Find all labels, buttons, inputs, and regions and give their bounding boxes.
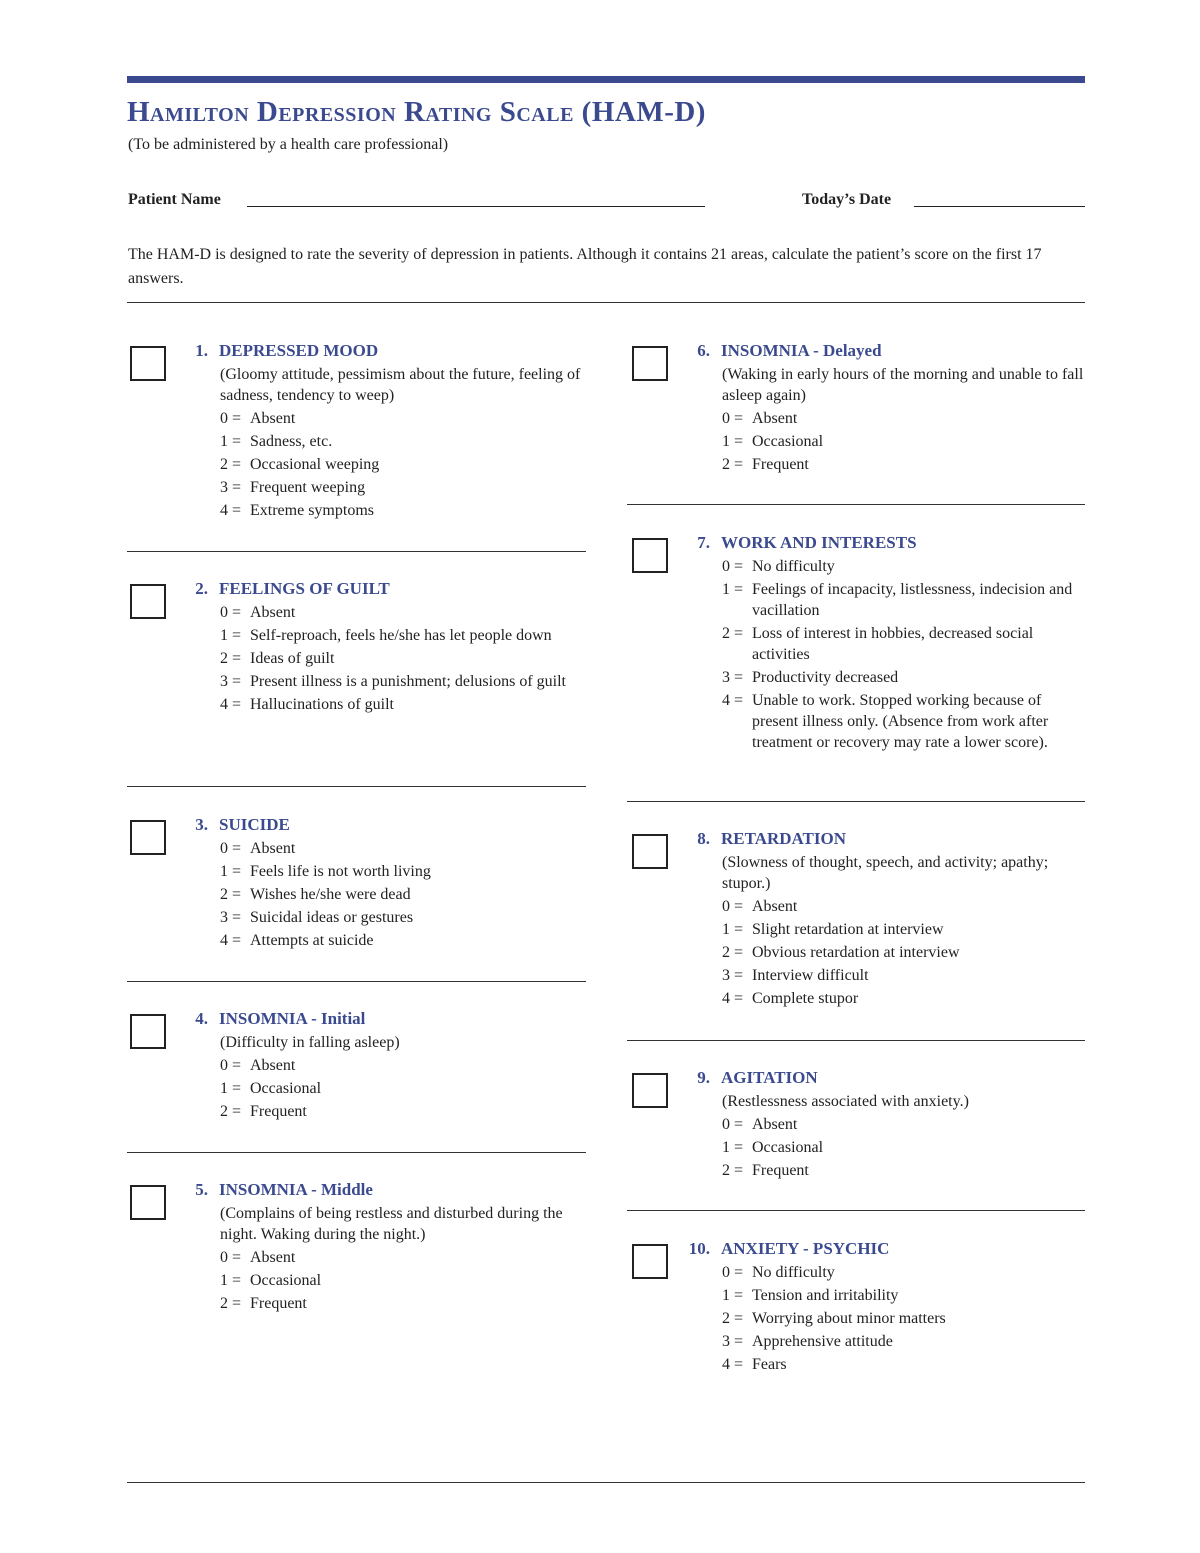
score-option bbox=[722, 896, 1092, 917]
score-value: 0 = bbox=[220, 840, 242, 857]
score-value: 0 = bbox=[220, 410, 242, 427]
item-checkbox[interactable] bbox=[632, 538, 668, 573]
score-description: Complete stupor bbox=[752, 990, 859, 1007]
item-number: 6. bbox=[697, 341, 710, 360]
top-accent-bar bbox=[127, 76, 1085, 83]
score-option bbox=[722, 579, 1090, 621]
score-option bbox=[722, 1137, 1092, 1158]
item-divider bbox=[627, 504, 1085, 505]
item-checkbox[interactable] bbox=[632, 1073, 668, 1108]
score-option bbox=[220, 1078, 590, 1099]
item-divider bbox=[627, 1210, 1085, 1211]
item-description: (Restlessness associated with anxiety.) bbox=[722, 1093, 969, 1110]
score-option bbox=[722, 623, 1090, 665]
item-body bbox=[220, 1032, 590, 1124]
score-option bbox=[220, 408, 590, 429]
item-description: (Complains of being restless and disturbed during the night. Waking during the night.) bbox=[220, 1205, 563, 1243]
score-value: 2 = bbox=[722, 625, 744, 642]
score-option bbox=[220, 1247, 590, 1268]
score-option bbox=[722, 556, 1090, 577]
score-value: 1 = bbox=[722, 1287, 744, 1304]
score-option bbox=[722, 690, 1090, 753]
score-description: Tension and irritability bbox=[752, 1287, 899, 1304]
score-value: 1 = bbox=[220, 627, 242, 644]
score-option bbox=[722, 454, 1092, 475]
item-number: 4. bbox=[195, 1009, 208, 1028]
score-option bbox=[722, 408, 1092, 429]
item-checkbox[interactable] bbox=[632, 346, 668, 381]
score-description: Frequent bbox=[250, 1103, 307, 1120]
score-description: Absent bbox=[250, 410, 296, 427]
score-description: Wishes he/she were dead bbox=[250, 886, 411, 903]
score-description: Absent bbox=[250, 1249, 296, 1266]
score-description: Absent bbox=[250, 1057, 296, 1074]
score-value: 1 = bbox=[220, 1272, 242, 1289]
score-description: Unable to work. Stopped working because of present illness only. (Absence from work after treatment or recovery may rate a lower score). bbox=[752, 692, 1049, 751]
score-option bbox=[220, 694, 588, 715]
todays-date-field[interactable] bbox=[914, 206, 1085, 207]
score-option bbox=[220, 861, 588, 882]
item-checkbox[interactable] bbox=[130, 346, 166, 381]
score-description: Absent bbox=[752, 410, 798, 427]
item-divider bbox=[127, 551, 586, 552]
score-value: 3 = bbox=[220, 673, 242, 690]
item-checkbox[interactable] bbox=[130, 1014, 166, 1049]
score-option bbox=[722, 1160, 1092, 1181]
score-option bbox=[220, 500, 590, 521]
item-number: 1. bbox=[195, 341, 208, 360]
score-value: 2 = bbox=[220, 456, 242, 473]
item-divider bbox=[127, 1152, 586, 1153]
header-divider bbox=[127, 302, 1085, 303]
item-description: (Waking in early hours of the morning and unable to fall asleep again) bbox=[722, 366, 1084, 404]
item-body bbox=[220, 1203, 590, 1316]
score-option bbox=[722, 1308, 1090, 1329]
score-value: 4 = bbox=[722, 990, 744, 1007]
score-value: 2 = bbox=[220, 1295, 242, 1312]
score-option bbox=[220, 1101, 590, 1122]
score-description: Interview difficult bbox=[752, 967, 869, 984]
score-description: Hallucinations of guilt bbox=[250, 696, 394, 713]
score-description: Occasional bbox=[250, 1272, 322, 1289]
score-value: 0 = bbox=[220, 1249, 242, 1266]
score-value: 3 = bbox=[722, 967, 744, 984]
score-option bbox=[220, 477, 590, 498]
score-description: Frequent bbox=[250, 1295, 307, 1312]
item-title: INSOMNIA - Delayed bbox=[721, 341, 882, 360]
item-divider bbox=[127, 786, 586, 787]
score-option bbox=[220, 838, 588, 859]
item-title: AGITATION bbox=[721, 1068, 818, 1087]
todays-date-label: Today’s Date bbox=[802, 191, 892, 208]
score-description: Frequent bbox=[752, 1162, 809, 1179]
score-option bbox=[722, 1262, 1090, 1283]
score-value: 0 = bbox=[220, 604, 242, 621]
score-description: Absent bbox=[250, 840, 296, 857]
item-number: 8. bbox=[697, 829, 710, 848]
item-number: 3. bbox=[195, 815, 208, 834]
score-description: Self-reproach, feels he/she has let people down bbox=[250, 627, 552, 644]
item-description: (Slowness of thought, speech, and activity; apathy; stupor.) bbox=[722, 854, 1049, 892]
item-title: WORK AND INTERESTS bbox=[721, 533, 917, 552]
score-option bbox=[722, 1285, 1090, 1306]
score-description: No difficulty bbox=[752, 558, 835, 575]
item-title: INSOMNIA - Initial bbox=[219, 1009, 366, 1028]
score-value: 2 = bbox=[722, 1310, 744, 1327]
score-option bbox=[220, 930, 588, 951]
item-description: (Difficulty in falling asleep) bbox=[220, 1034, 400, 1051]
item-divider bbox=[127, 981, 586, 982]
score-description: Frequent weeping bbox=[250, 479, 366, 496]
item-body bbox=[220, 364, 590, 523]
item-number: 5. bbox=[195, 1180, 208, 1199]
score-option bbox=[220, 648, 588, 669]
score-description: Absent bbox=[250, 604, 296, 621]
score-value: 2 = bbox=[220, 886, 242, 903]
score-option bbox=[220, 1270, 590, 1291]
score-description: Absent bbox=[752, 1116, 798, 1133]
score-description: Suicidal ideas or gestures bbox=[250, 909, 414, 926]
score-value: 4 = bbox=[722, 1356, 744, 1373]
item-title: RETARDATION bbox=[721, 829, 846, 848]
score-value: 4 = bbox=[722, 692, 744, 709]
item-divider bbox=[627, 801, 1085, 802]
item-number: 9. bbox=[697, 1068, 710, 1087]
score-value: 0 = bbox=[722, 1116, 744, 1133]
score-option bbox=[220, 1293, 590, 1314]
score-option bbox=[722, 431, 1092, 452]
score-option bbox=[722, 988, 1092, 1009]
score-description: Slight retardation at interview bbox=[752, 921, 944, 938]
score-option bbox=[220, 884, 588, 905]
score-description: Worrying about minor matters bbox=[752, 1310, 946, 1327]
score-value: 1 = bbox=[722, 921, 744, 938]
item-body bbox=[722, 1091, 1092, 1183]
score-value: 3 = bbox=[220, 909, 242, 926]
item-description: (Gloomy attitude, pessimism about the future, feeling of sadness, tendency to weep) bbox=[220, 366, 581, 404]
score-value: 1 = bbox=[220, 863, 242, 880]
item-body bbox=[220, 602, 588, 717]
score-option bbox=[220, 602, 588, 623]
score-option bbox=[220, 1055, 590, 1076]
score-value: 0 = bbox=[722, 1264, 744, 1281]
score-value: 4 = bbox=[220, 502, 242, 519]
score-value: 3 = bbox=[220, 479, 242, 496]
item-title: SUICIDE bbox=[219, 815, 290, 834]
score-value: 1 = bbox=[722, 581, 744, 598]
score-value: 2 = bbox=[220, 650, 242, 667]
score-description: Occasional bbox=[250, 1080, 322, 1097]
score-option bbox=[722, 919, 1092, 940]
score-option bbox=[220, 431, 590, 452]
score-option bbox=[220, 454, 590, 475]
score-option bbox=[220, 625, 588, 646]
item-title: ANXIETY - PSYCHIC bbox=[721, 1239, 890, 1258]
score-description: Absent bbox=[752, 898, 798, 915]
score-option bbox=[722, 667, 1090, 688]
item-checkbox[interactable] bbox=[632, 834, 668, 869]
page-title: Hamilton Depression Rating Scale (HAM-D) bbox=[127, 96, 706, 128]
patient-name-field[interactable] bbox=[247, 206, 705, 207]
score-description: Attempts at suicide bbox=[250, 932, 374, 949]
score-description: Productivity decreased bbox=[752, 669, 899, 686]
score-value: 4 = bbox=[220, 932, 242, 949]
item-checkbox[interactable] bbox=[130, 584, 166, 619]
score-value: 0 = bbox=[722, 898, 744, 915]
patient-name-label: Patient Name bbox=[128, 191, 221, 208]
item-divider bbox=[627, 1040, 1085, 1041]
score-description: Occasional bbox=[752, 1139, 824, 1156]
item-title: DEPRESSED MOOD bbox=[219, 341, 379, 360]
item-checkbox[interactable] bbox=[130, 820, 166, 855]
score-value: 1 = bbox=[722, 1139, 744, 1156]
score-description: Apprehensive attitude bbox=[752, 1333, 893, 1350]
score-description: Feels life is not worth living bbox=[250, 863, 431, 880]
item-checkbox[interactable] bbox=[632, 1244, 668, 1279]
score-value: 2 = bbox=[220, 1103, 242, 1120]
item-checkbox[interactable] bbox=[130, 1185, 166, 1220]
score-value: 1 = bbox=[220, 433, 242, 450]
score-description: Loss of interest in hobbies, decreased social activities bbox=[752, 625, 1034, 663]
score-option bbox=[220, 671, 588, 692]
item-body bbox=[722, 852, 1092, 1011]
score-option bbox=[722, 1354, 1090, 1375]
score-value: 1 = bbox=[722, 433, 744, 450]
item-number: 7. bbox=[697, 533, 710, 552]
score-description: Sadness, etc. bbox=[250, 433, 333, 450]
item-number: 2. bbox=[195, 579, 208, 598]
score-description: Extreme symptoms bbox=[250, 502, 374, 519]
score-value: 1 = bbox=[220, 1080, 242, 1097]
score-value: 4 = bbox=[220, 696, 242, 713]
score-value: 0 = bbox=[722, 558, 744, 575]
item-body bbox=[220, 838, 588, 953]
score-description: Fears bbox=[752, 1356, 787, 1373]
score-value: 3 = bbox=[722, 1333, 744, 1350]
score-description: Obvious retardation at interview bbox=[752, 944, 960, 961]
score-description: No difficulty bbox=[752, 1264, 835, 1281]
score-option bbox=[722, 965, 1092, 986]
score-option bbox=[220, 907, 588, 928]
item-body bbox=[722, 556, 1090, 755]
page-subtitle: (To be administered by a health care professional) bbox=[128, 136, 449, 153]
score-value: 0 = bbox=[722, 410, 744, 427]
score-value: 0 = bbox=[220, 1057, 242, 1074]
score-description: Present illness is a punishment; delusions of guilt bbox=[250, 673, 566, 690]
score-option bbox=[722, 1114, 1092, 1135]
score-option bbox=[722, 942, 1092, 963]
item-body bbox=[722, 364, 1092, 477]
intro-text: The HAM-D is designed to rate the severity of depression in patients. Although it contains 21 areas, calculate the patient’s score on the first 17 answers. bbox=[128, 246, 1042, 287]
item-body bbox=[722, 1262, 1090, 1377]
footer-divider bbox=[127, 1482, 1085, 1483]
score-description: Occasional bbox=[752, 433, 824, 450]
score-option bbox=[722, 1331, 1090, 1352]
score-description: Occasional weeping bbox=[250, 456, 380, 473]
score-value: 2 = bbox=[722, 456, 744, 473]
item-title: INSOMNIA - Middle bbox=[219, 1180, 373, 1199]
score-value: 2 = bbox=[722, 1162, 744, 1179]
score-description: Frequent bbox=[752, 456, 809, 473]
score-description: Feelings of incapacity, listlessness, indecision and vacillation bbox=[752, 581, 1073, 619]
item-number: 10. bbox=[688, 1239, 710, 1258]
score-value: 3 = bbox=[722, 669, 744, 686]
score-value: 2 = bbox=[722, 944, 744, 961]
item-title: FEELINGS OF GUILT bbox=[219, 579, 390, 598]
score-description: Ideas of guilt bbox=[250, 650, 335, 667]
